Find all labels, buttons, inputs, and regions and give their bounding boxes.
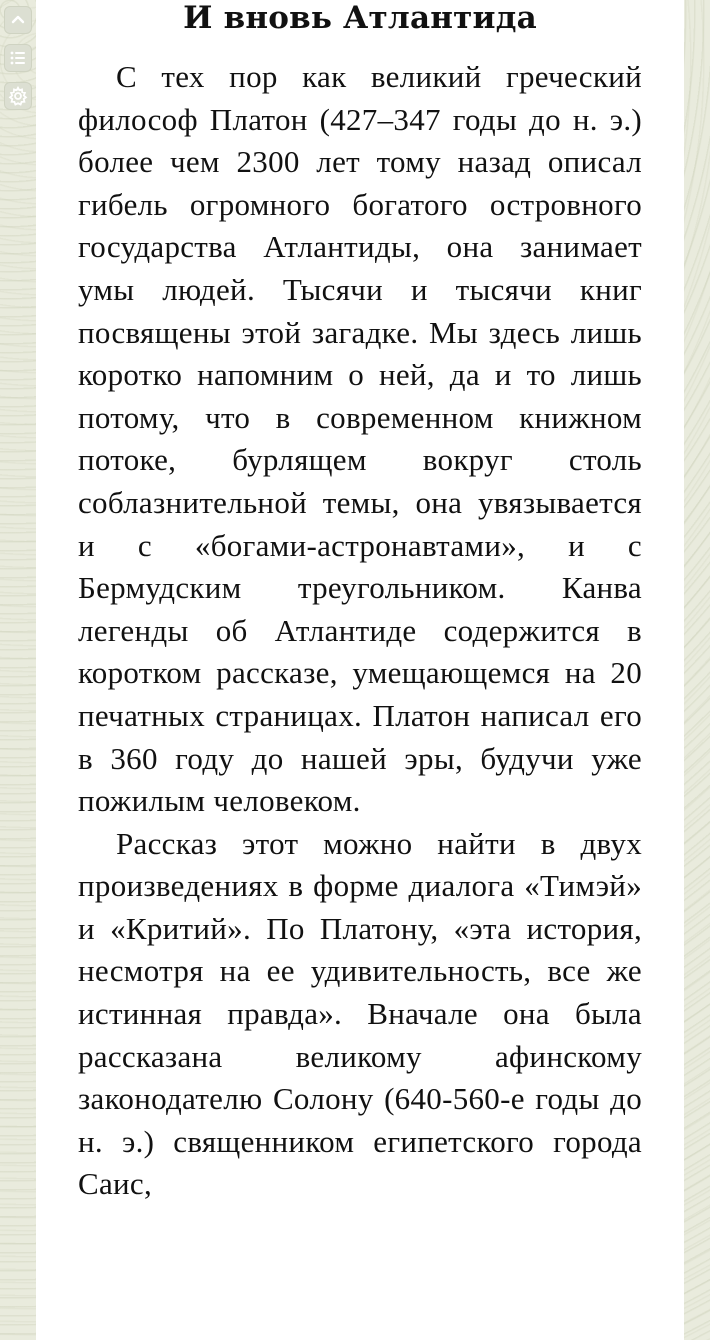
settings-button[interactable] [4, 82, 32, 110]
list-icon [9, 49, 27, 67]
scroll-up-button[interactable] [4, 6, 32, 34]
reader-toolbar [4, 6, 32, 110]
chapter-paragraph: С тех пор как великий греческий философ Платон (427–347 годы до н. э.) более чем 2300 лет тому назад описал гибель огромного богатого островного государства Атлантиды, она занимает умы людей. Тысячи и тысячи книг посвящены этой загадке. Мы здесь лишь коротко напомним о ней, да и то лишь потому, что в современном книжном потоке, бурлящем вокруг столь соблазнительной темы, она увязывается и с «богами-астронавтами», и с Бермудским треугольником. Канва легенды об Атлантиде содержится в коротком рассказе, умещающемся на 20 печатных страницах. Платон написал его в 360 году до нашей эры, будучи уже пожилым человеком. [78, 59, 642, 819]
chapter-paragraph: Рассказ этот можно найти в двух произведениях в форме диалога «Тимэй» и «Критий». По Платону, «эта история, несмотря на ее удивительность, все же истинная правда». Вначале она была рассказана великому афинскому законодателю Солону (640-560-е годы до н. э.) священником египетского города Саис, [78, 825, 642, 1202]
chapter-content [36, 0, 684, 1206]
chevron-up-icon [10, 12, 26, 28]
chapter-title: И вновь Атлантида [183, 0, 537, 36]
book-page[interactable] [36, 0, 684, 1340]
table-of-contents-button[interactable] [4, 44, 32, 72]
gear-icon [8, 86, 28, 106]
